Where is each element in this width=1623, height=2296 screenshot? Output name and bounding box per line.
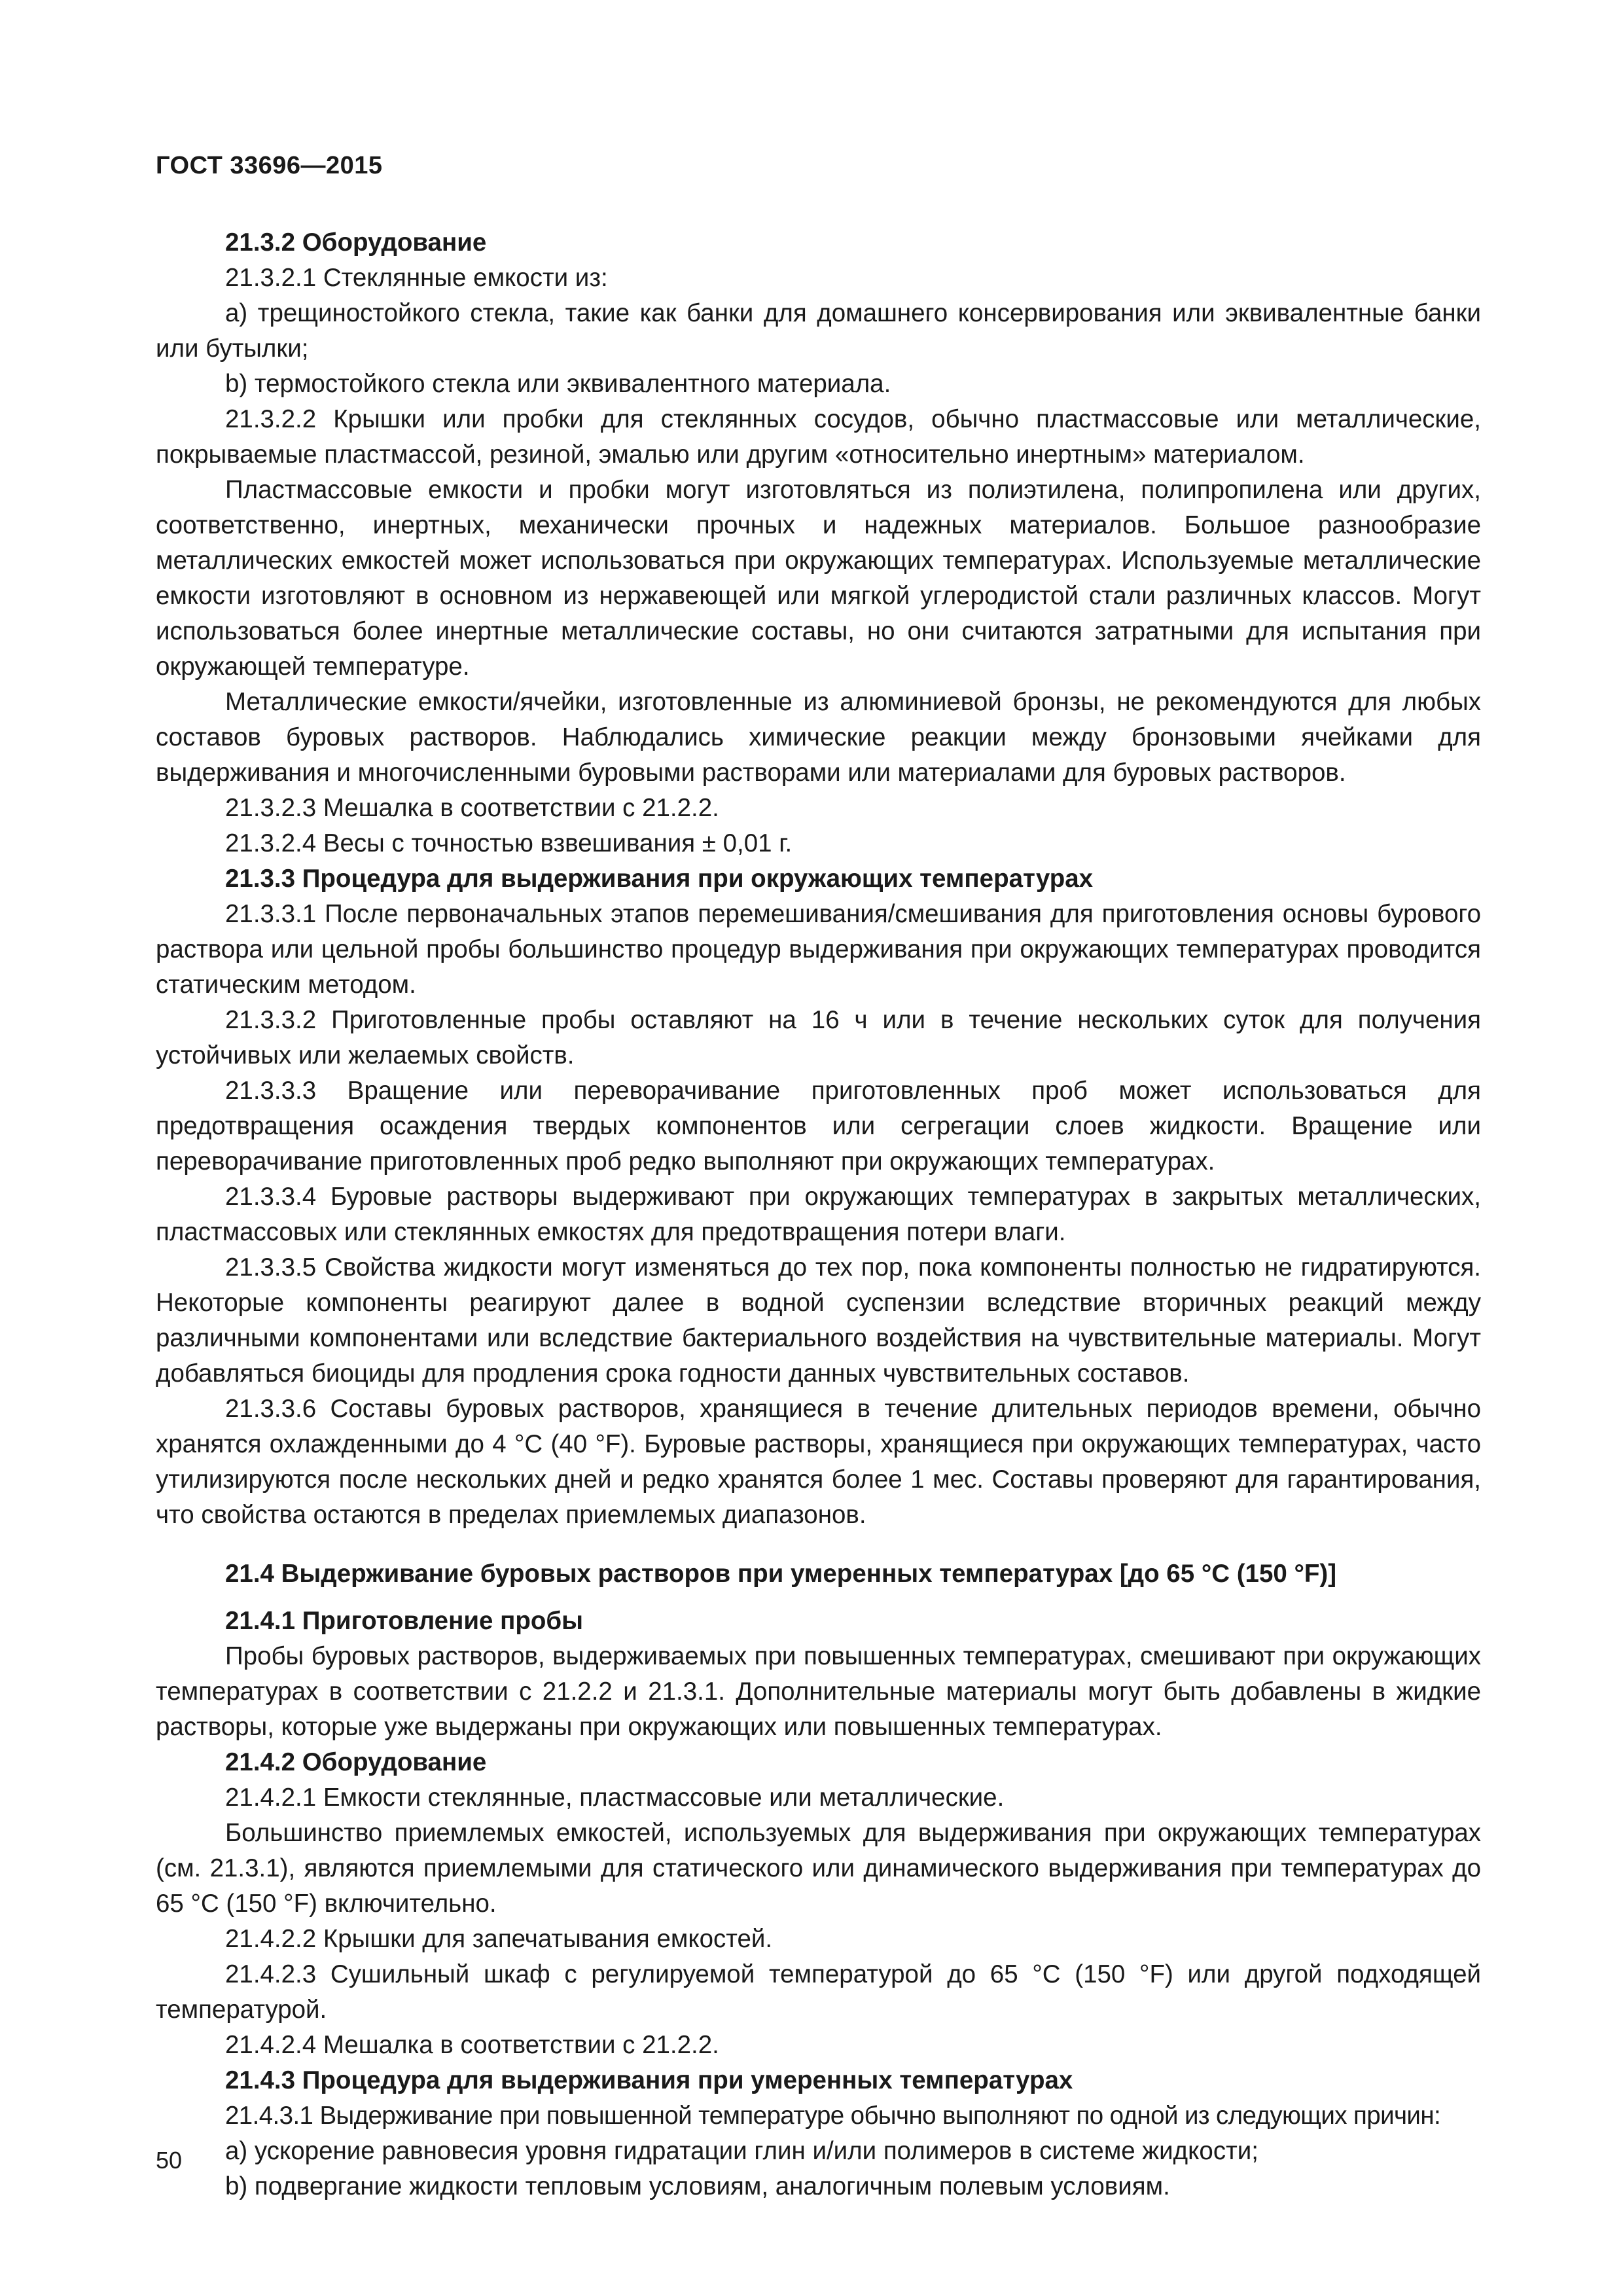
- heading-21-4-1: 21.4.1 Приготовление пробы: [225, 1607, 584, 1635]
- heading-21-4-3: 21.4.3 Процедура для выдерживания при умеренных температурах: [225, 2066, 1073, 2094]
- heading-21-3-2: 21.3.2 Оборудование: [225, 228, 487, 257]
- paragraph: 21.4.2.4 Мешалка в соответствии с 21.2.2.: [225, 2031, 719, 2059]
- paragraph: Металлические емкости/ячейки, изготовленные из алюминиевой бронзы, не рекомендуются для любых составов буровых растворов. Наблюдались химические реакции между бронзовыми ячейками для выдерживания и многочисленными буровыми растворами или материалами для буровых растворов.: [156, 688, 1481, 787]
- heading-21-4-2: 21.4.2 Оборудование: [225, 1748, 487, 1776]
- paragraph: 21.3.3.6 Составы буровых растворов, хранящиеся в течение длительных периодов времени, обычно хранятся охлажденными до 4 °С (40 °F). Буровые растворы, хранящиеся при окружающих температурах, часто утилизируются после нескольких дней и редко хранятся более 1 мес. Составы проверяют для гарантирования, что свойства остаются в пределах приемлемых диапазонов.: [156, 1395, 1481, 1529]
- paragraph: 21.3.3.2 Приготовленные пробы оставляют на 16 ч или в течение нескольких суток для получения устойчивых или желаемых свойств.: [156, 1006, 1481, 1069]
- paragraph: 21.4.2.2 Крышки для запечатывания емкостей.: [225, 1925, 773, 1953]
- paragraph: 21.3.2.4 Весы с точностью взвешивания ± 0,01 г.: [225, 829, 793, 857]
- paragraph: a) ускорение равновесия уровня гидратации глин и/или полимеров в системе жидкости;: [225, 2137, 1258, 2165]
- page-number: 50: [156, 2147, 183, 2174]
- paragraph: a) трещиностойкого стекла, такие как банки для домашнего консервирования или эквивалентные банки или бутылки;: [156, 299, 1481, 363]
- document-body: [156, 225, 1481, 2204]
- paragraph: 21.3.2.3 Мешалка в соответствии с 21.2.2.: [225, 794, 719, 822]
- section-heading-21-4: 21.4 Выдерживание буровых растворов при умеренных температурах [до 65 °С (150 °F)]: [225, 1560, 1337, 1588]
- paragraph: Большинство приемлемых емкостей, используемых для выдерживания при окружающих температурах (см. 21.3.1), являются приемлемыми для статического или динамического выдерживания при температурах до 65 °С (150 °F) включительно.: [156, 1819, 1481, 1918]
- paragraph: 21.3.3.3 Вращение или переворачивание приготовленных проб может использоваться для предотвращения осаждения твердых компонентов или сегрегации слоев жидкости. Вращение или переворачивание приготовленных проб редко выполняют при окружающих температурах.: [156, 1077, 1481, 1175]
- document-header: ГОСТ 33696—2015: [156, 152, 383, 179]
- paragraph: 21.3.2.1 Стеклянные емкости из:: [225, 264, 608, 292]
- paragraph: 21.4.2.1 Емкости стеклянные, пластмассовые или металлические.: [225, 1784, 1005, 1812]
- paragraph: b) подвергание жидкости тепловым условиям, аналогичным полевым условиям.: [225, 2172, 1170, 2200]
- paragraph: 21.3.2.2 Крышки или пробки для стеклянных сосудов, обычно пластмассовые или металлические, покрываемые пластмассой, резиной, эмалью или другим «относительно инертным» материалом.: [156, 405, 1481, 469]
- paragraph: Пробы буровых растворов, выдерживаемых при повышенных температурах, смешивают при окружающих температурах в соответствии с 21.2.2 и 21.3.1. Дополнительные материалы могут быть добавлены в жидкие растворы, которые уже выдержаны при окружающих или повышенных температурах.: [156, 1642, 1481, 1741]
- paragraph: 21.3.3.1 После первоначальных этапов перемешивания/смешивания для приготовления основы бурового раствора или цельной пробы большинство процедур выдерживания при окружающих температурах проводится статическим методом.: [156, 900, 1481, 999]
- paragraph: 21.3.3.5 Свойства жидкости могут изменяться до тех пор, пока компоненты полностью не гидратируются. Некоторые компоненты реагируют далее в водной суспензии вследствие вторичных реакций между различными компонентами или вследствие бактериального воздействия на чувствительные материалы. Могут добавляться биоциды для продления срока годности данных чувствительных составов.: [156, 1253, 1481, 1388]
- paragraph: Пластмассовые емкости и пробки могут изготовляться из полиэтилена, полипропилена или других, соответственно, инертных, механически прочных и надежных материалов. Большое разнообразие металлических емкостей может использоваться при окружающих температурах. Используемые металлические емкости изготовляют в основном из нержавеющей или мягкой углеродистой стали различных классов. Могут использоваться более инертные металлические составы, но они считаются затратными для испытания при окружающей температуре.: [156, 476, 1481, 681]
- paragraph: 21.4.3.1 Выдерживание при повышенной температуре обычно выполняют по одной из следующих причин:: [225, 2102, 1441, 2130]
- heading-21-3-3: 21.3.3 Процедура для выдерживания при окружающих температурах: [225, 865, 1094, 893]
- paragraph: 21.3.3.4 Буровые растворы выдерживают при окружающих температурах в закрытых металлических, пластмассовых или стеклянных емкостях для предотвращения потери влаги.: [156, 1183, 1481, 1246]
- paragraph: b) термостойкого стекла или эквивалентного материала.: [225, 370, 891, 398]
- paragraph: 21.4.2.3 Сушильный шкаф с регулируемой температурой до 65 °С (150 °F) или другой подходящей температурой.: [156, 1960, 1481, 2024]
